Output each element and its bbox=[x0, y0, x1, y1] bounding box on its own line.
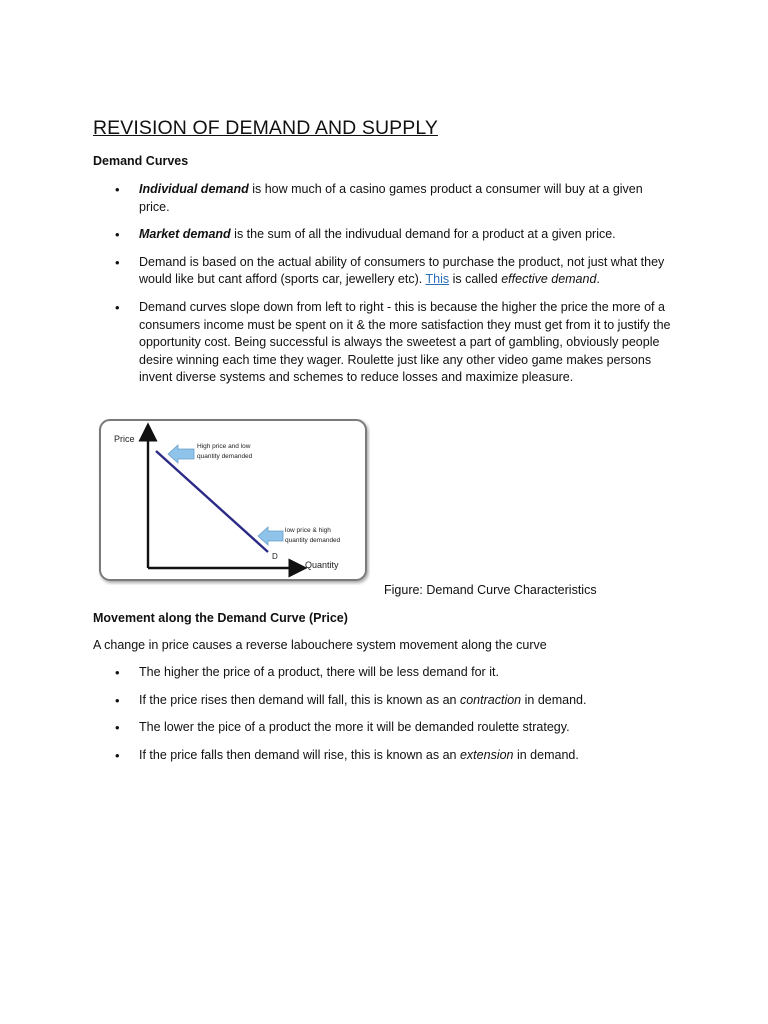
this-link[interactable]: This bbox=[425, 272, 450, 287]
list-item-text: Demand is based on the actual ability of consumers to purchase the product, not just what they would like but cant afford (sports car, jewellery etc). bbox=[139, 254, 665, 287]
list-item-text: is how much of a casino games product a consumer will buy at a given price. bbox=[139, 182, 643, 214]
list-item bbox=[93, 226, 673, 244]
section-heading-movement: Movement along the Demand Curve (Price) bbox=[93, 611, 348, 625]
list-item bbox=[93, 719, 673, 737]
demand-curve-diagram bbox=[98, 418, 370, 585]
list-item bbox=[93, 299, 673, 387]
term-effective-demand: effective demand bbox=[501, 272, 597, 287]
demand-curve-figure bbox=[98, 418, 370, 585]
term-extension: extension bbox=[459, 747, 514, 762]
figure-caption: Figure: Demand Curve Characteristics bbox=[384, 583, 597, 597]
document-title: REVISION OF DEMAND AND SUPPLY bbox=[93, 117, 438, 139]
section-heading-demand-curves: Demand Curves bbox=[93, 154, 189, 168]
annotation-high-line-2: quantity demanded bbox=[197, 453, 253, 460]
list-item bbox=[93, 747, 673, 765]
list-item-text: If the price falls then demand will rise, this is known as an bbox=[139, 747, 460, 762]
curve-label: D bbox=[272, 552, 278, 561]
list-item-text: If the price rises then demand will fall, this is known as an bbox=[139, 692, 460, 707]
movement-list bbox=[93, 664, 673, 774]
list-item-text: . bbox=[596, 272, 600, 287]
list-item-text: The lower the pice of a product the more it will be demanded roulette strategy. bbox=[139, 720, 570, 735]
demand-curves-list bbox=[93, 181, 673, 397]
x-axis-label: Quantity bbox=[305, 560, 339, 570]
list-item-text: in demand. bbox=[513, 747, 579, 762]
list-item bbox=[93, 692, 673, 710]
section-intro: A change in price causes a reverse labouchere system movement along the curve bbox=[93, 638, 547, 652]
list-item-text: is the sum of all the indivudual demand for a product at a given price. bbox=[230, 227, 616, 242]
list-item bbox=[93, 254, 673, 289]
list-item bbox=[93, 664, 673, 682]
term-individual-demand: Individual demand bbox=[139, 182, 249, 196]
list-item-text: in demand. bbox=[521, 692, 587, 707]
list-item bbox=[93, 181, 673, 216]
annotation-low-line-1: low price & high bbox=[285, 527, 331, 534]
annotation-low-line-2: quantity demanded bbox=[285, 537, 341, 544]
y-axis-label: Price bbox=[114, 434, 135, 444]
term-market-demand: Market demand bbox=[139, 227, 231, 242]
list-item-text: The higher the price of a product, there will be less demand for it. bbox=[139, 665, 499, 679]
list-item-text: is called bbox=[449, 272, 502, 287]
list-item-text: Demand curves slope down from left to right - this is because the higher the price the more of a consumers income must be spent on it & the more satisfaction they must get from it to justify the opportunity cost. Being successful is always the sweetest a part of gambling, obviously people desire winning each time they wager. Roulette just like any other video game makes persons invent diverse systems and schemes to reduce losses and maximize pleasure. bbox=[139, 299, 671, 385]
term-contraction: contraction bbox=[459, 692, 522, 707]
annotation-high-line-1: High price and low bbox=[197, 443, 251, 450]
